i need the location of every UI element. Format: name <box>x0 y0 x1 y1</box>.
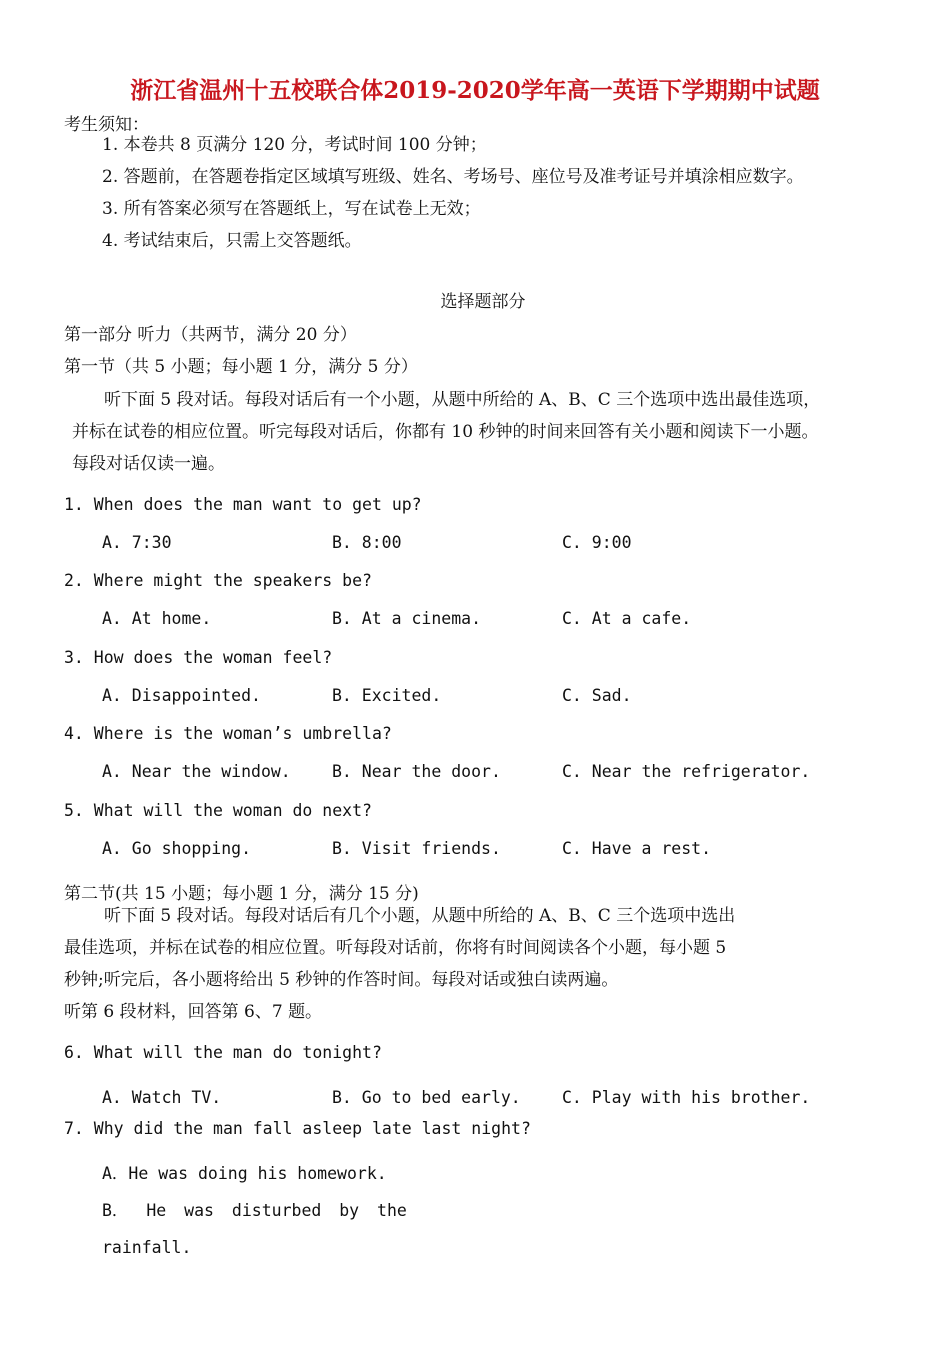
section-heading: 选择题部分 <box>440 292 526 312</box>
question-text: 2. Where might the speakers be? <box>64 571 372 590</box>
sec1-instruction: 每段对话仅读一遍。 <box>72 454 225 474</box>
option-c: C. Sad. <box>562 686 632 705</box>
sec2-instruction: 秒钟;听完后，各小题将给出 5 秒钟的作答时间。每段对话或独白读两遍。 <box>64 970 619 990</box>
sec2-heading: 第二节(共 15 小题；每小题 1 分，满分 15 分) <box>64 884 419 904</box>
sec1-instruction: 并标在试卷的相应位置。听完每段对话后，你都有 10 秒钟的时间来回答有关小题和阅读下一小题。 <box>72 422 819 442</box>
option-c: C. At a cafe. <box>562 609 692 628</box>
option-a: A．He was doing his homework. <box>102 1164 387 1183</box>
option-a: A. Go shopping. <box>102 839 252 858</box>
sec2-instruction: 听下面 5 段对话。每段对话后有几个小题，从题中所给的 A、B、C 三个选项中选出 <box>104 906 736 926</box>
option-c: C. Near the refrigerator. <box>562 762 811 781</box>
option-b: B. Excited. <box>332 686 442 705</box>
option-b: B. Near the door. <box>332 762 501 781</box>
notice-heading: 考生须知： <box>64 115 149 135</box>
option-b: B. At a cinema. <box>332 609 482 628</box>
option-b: B． He was disturbed by the <box>102 1201 407 1220</box>
question-text: 3. How does the woman feel? <box>64 648 333 667</box>
sec1-heading: 第一节（共 5 小题；每小题 1 分，满分 5 分） <box>64 357 418 377</box>
option-b: B. Go to bed early. <box>332 1088 521 1107</box>
sec2-instruction: 最佳选项，并标在试卷的相应位置。听每段对话前，你将有时间阅读各个小题，每小题 5 <box>64 938 727 958</box>
option-c: C. Play with his brother. <box>562 1088 811 1107</box>
option-b-continuation: rainfall. <box>102 1238 192 1257</box>
option-c: C. Have a rest. <box>562 839 712 858</box>
option-a: A. Disappointed. <box>102 686 261 705</box>
notice-item: 4. 考试结束后，只需上交答题纸。 <box>102 231 362 251</box>
question-text: 5. What will the woman do next? <box>64 801 372 820</box>
question-text: 1. When does the man want to get up? <box>64 495 422 514</box>
option-a: A. At home. <box>102 609 212 628</box>
option-a: A. 7:30 <box>102 533 172 552</box>
option-b: B. Visit friends. <box>332 839 501 858</box>
question-text: 7. Why did the man fall asleep late last night? <box>64 1119 531 1138</box>
option-b: B. 8:00 <box>332 533 402 552</box>
notice-item: 2. 答题前，在答题卷指定区域填写班级、姓名、考场号、座位号及准考证号并填涂相应数字。 <box>102 167 804 187</box>
page-title: 浙江省温州十五校联合体2019-2020学年高一英语下学期期中试题 <box>130 77 820 104</box>
question-text: 4. Where is the woman’s umbrella? <box>64 724 392 743</box>
option-a: A. Watch TV. <box>102 1088 222 1107</box>
option-a: A. Near the window. <box>102 762 291 781</box>
option-c: C. 9:00 <box>562 533 632 552</box>
notice-item: 1. 本卷共 8 页满分 120 分，考试时间 100 分钟； <box>102 135 487 155</box>
material-note: 听第 6 段材料，回答第 6、7 题。 <box>64 1002 323 1022</box>
notice-item: 3. 所有答案必须写在答题纸上，写在试卷上无效； <box>102 199 481 219</box>
sec1-instruction: 听下面 5 段对话。每段对话后有一个小题，从题中所给的 A、B、C 三个选项中选出最佳选项， <box>104 390 821 410</box>
part1-heading: 第一部分 听力（共两节，满分 20 分） <box>64 325 357 345</box>
question-text: 6. What will the man do tonight? <box>64 1043 382 1062</box>
